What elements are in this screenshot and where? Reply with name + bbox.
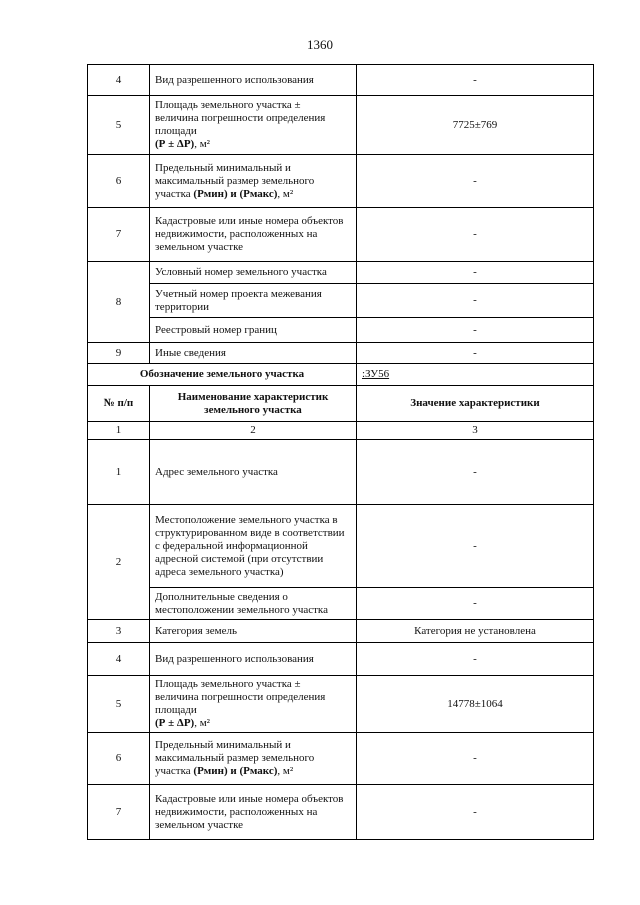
name-line: Предельный минимальный и <box>155 161 291 174</box>
characteristic-value: - <box>357 440 594 505</box>
row-number: 8 <box>88 262 150 343</box>
characteristic-name <box>150 155 357 208</box>
page-number: 1360 <box>307 37 333 52</box>
header-number: № п/п <box>88 386 150 422</box>
formula-label: (Рмин) и (Рмакс) <box>193 187 278 200</box>
characteristic-value: Категория не установлена <box>357 620 594 643</box>
header-row <box>88 386 594 422</box>
formula-label: (Рмин) и (Рмакс) <box>193 765 278 777</box>
name-line: величина погрешности определения <box>155 691 326 703</box>
characteristic-name: Дополнительные сведения о местоположении земельного участка <box>150 588 357 620</box>
name-line: Площадь земельного участка ± <box>155 99 301 111</box>
column-number: 2 <box>150 422 357 440</box>
name-line: площади <box>155 125 197 137</box>
characteristic-value: 14778±1064 <box>357 676 594 733</box>
formula-label: (Р ± ΔР) <box>155 138 195 150</box>
table-row <box>88 284 594 318</box>
characteristic-value: - <box>357 643 594 676</box>
characteristic-name: Кадастровые или иные номера объектов недвижимости, расположенных на земельном участке <box>150 208 357 262</box>
unit-label: , м² <box>194 138 210 150</box>
unit-label: , м² <box>194 717 210 729</box>
column-number: 3 <box>357 422 594 440</box>
name-line: Площадь земельного участка ± <box>155 678 301 690</box>
characteristic-name: Вид разрешенного использования <box>150 65 357 96</box>
characteristic-value: - <box>357 343 594 364</box>
designation-row <box>88 364 594 386</box>
table-row <box>88 318 594 343</box>
characteristic-value: - <box>357 208 594 262</box>
characteristic-name <box>150 676 357 733</box>
name-line: участка <box>155 765 194 777</box>
row-number: 7 <box>88 208 150 262</box>
table-row <box>88 262 594 284</box>
land-plot-table <box>87 64 594 840</box>
row-number: 1 <box>88 440 150 505</box>
plot-designation: :ЗУ56 <box>362 368 390 380</box>
row-number: 6 <box>88 733 150 785</box>
characteristic-name: Местоположение земельного участка в структурированном виде в соответствии с федеральной информационной адресной системой (при отсутствии адреса земельного участка) <box>150 505 357 588</box>
row-number: 5 <box>88 96 150 155</box>
characteristic-value: 7725±769 <box>357 96 594 155</box>
table-row <box>88 733 594 785</box>
designation-label: Обозначение земельного участка <box>88 364 357 386</box>
row-number: 3 <box>88 620 150 643</box>
designation-value <box>357 364 594 386</box>
characteristic-name: Категория земель <box>150 620 357 643</box>
column-number: 1 <box>88 422 150 440</box>
row-number: 6 <box>88 155 150 208</box>
row-number: 9 <box>88 343 150 364</box>
header-value: Значение характеристики <box>357 386 594 422</box>
column-number-row <box>88 422 594 440</box>
table-row <box>88 343 594 364</box>
characteristic-value: - <box>357 65 594 96</box>
characteristic-name: Кадастровые или иные номера объектов недвижимости, расположенных на земельном участке <box>150 785 357 840</box>
characteristic-value: - <box>357 505 594 588</box>
name-line: максимальный размер земельного <box>155 752 315 764</box>
table-row <box>88 588 594 620</box>
name-line: величина погрешности определения <box>155 112 326 124</box>
table-row <box>88 643 594 676</box>
row-number: 4 <box>88 643 150 676</box>
formula-label: (Р ± ΔР) <box>155 717 195 729</box>
characteristic-value: - <box>357 785 594 840</box>
characteristic-value: - <box>357 318 594 343</box>
characteristic-name <box>150 96 357 155</box>
table-row <box>88 440 594 505</box>
table-row <box>88 620 594 643</box>
characteristic-value: - <box>357 733 594 785</box>
header-name: Наименование характеристик земельного участка <box>150 386 357 422</box>
name-line: участка <box>155 187 194 200</box>
characteristic-name: Адрес земельного участка <box>150 440 357 505</box>
table-row <box>88 65 594 96</box>
table-row <box>88 505 594 588</box>
name-line: площади <box>155 704 197 716</box>
characteristic-name: Реестровый номер границ <box>150 318 357 343</box>
characteristic-name <box>150 733 357 785</box>
name-line: максимальный размер земельного <box>155 174 315 187</box>
row-number: 7 <box>88 785 150 840</box>
row-number: 5 <box>88 676 150 733</box>
table-row <box>88 155 594 208</box>
characteristic-name: Вид разрешенного использования <box>150 643 357 676</box>
characteristic-name: Учетный номер проекта межевания территории <box>150 284 357 318</box>
row-number: 2 <box>88 505 150 620</box>
characteristic-value: - <box>357 155 594 208</box>
characteristic-value: - <box>357 262 594 284</box>
unit-label: , м² <box>277 187 294 200</box>
name-line: Предельный минимальный и <box>155 739 291 751</box>
table-row <box>88 785 594 840</box>
characteristic-name: Иные сведения <box>150 343 357 364</box>
table-row <box>88 676 594 733</box>
characteristic-name: Условный номер земельного участка <box>150 262 357 284</box>
characteristic-value: - <box>357 588 594 620</box>
unit-label: , м² <box>277 765 294 777</box>
row-number: 4 <box>88 65 150 96</box>
table-row <box>88 96 594 155</box>
table-row <box>88 208 594 262</box>
characteristic-value: - <box>357 284 594 318</box>
